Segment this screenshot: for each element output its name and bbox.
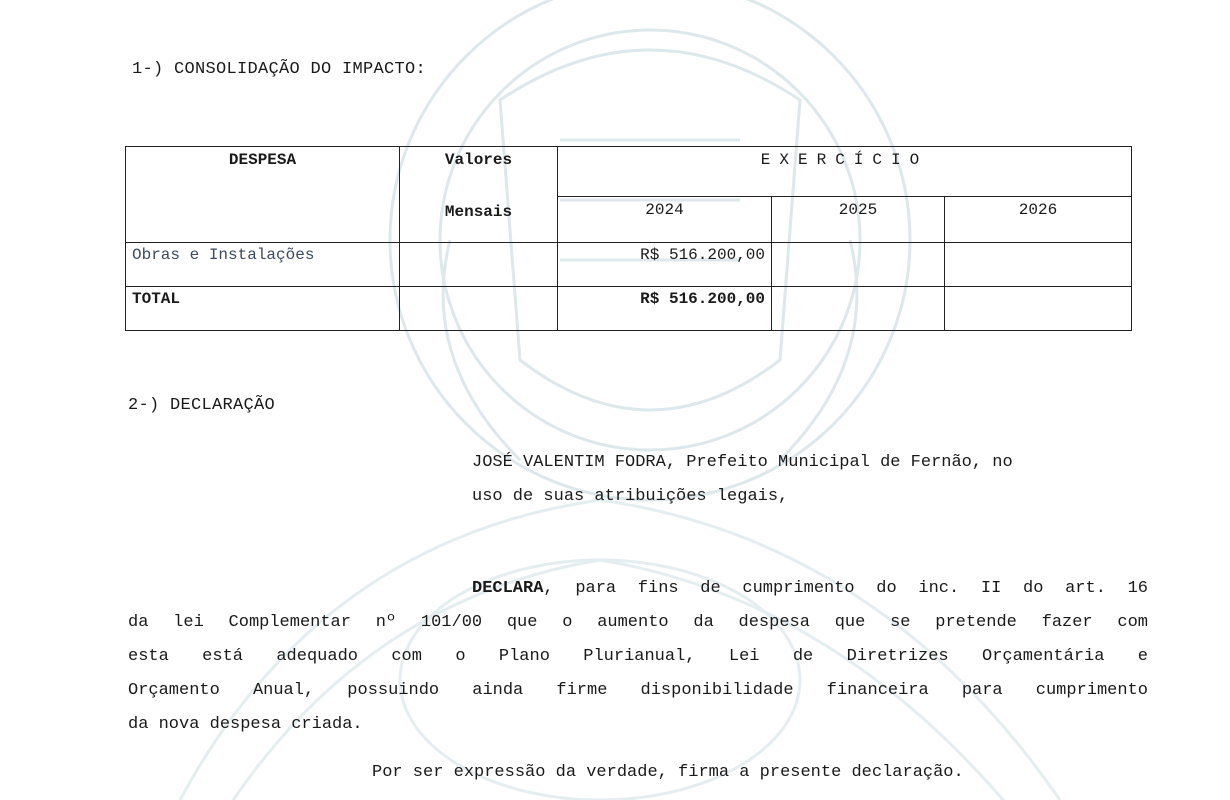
impact-table bbox=[125, 146, 1132, 331]
declaration-body-line: Orçamento Anual, possuindo ainda firme disponibilidade financeira para cumprimento bbox=[128, 681, 1148, 700]
header-despesa: DESPESA bbox=[126, 147, 400, 243]
table-row bbox=[126, 243, 1132, 287]
row-label: Obras e Instalações bbox=[126, 243, 400, 287]
table-header-row bbox=[126, 147, 1132, 197]
section-title-declaracao: 2-) DECLARAÇÃO bbox=[128, 396, 276, 415]
header-year-2024: 2024 bbox=[558, 197, 772, 243]
declaration-body-text: , para fins de cumprimento do inc. II do art. 16 bbox=[543, 579, 1148, 598]
total-value-2024: R$ 516.200,00 bbox=[558, 287, 772, 331]
total-value-2025 bbox=[772, 287, 945, 331]
header-valores: Valores bbox=[400, 147, 558, 197]
row-value-2026 bbox=[945, 243, 1132, 287]
table-row-total bbox=[126, 287, 1132, 331]
section-title-impacto: 1-) CONSOLIDAÇÃO DO IMPACTO: bbox=[132, 60, 427, 79]
declaration-body-line bbox=[472, 572, 1148, 606]
total-label: TOTAL bbox=[126, 287, 400, 331]
declaration-intro-line: uso de suas atribuições legais, bbox=[472, 487, 789, 506]
declaration-intro-line: JOSÉ VALENTIM FODRA, Prefeito Municipal de Fernão, no bbox=[472, 453, 1013, 472]
total-mensais bbox=[400, 287, 558, 331]
declaration-body-line: da lei Complementar nº 101/00 que o aumento da despesa que se pretende fazer com bbox=[128, 613, 1148, 632]
row-value-2024: R$ 516.200,00 bbox=[558, 243, 772, 287]
row-mensais bbox=[400, 243, 558, 287]
row-value-2025 bbox=[772, 243, 945, 287]
header-exercicio: EXERCÍCIO bbox=[558, 147, 1132, 197]
header-year-2026: 2026 bbox=[945, 197, 1132, 243]
total-value-2026 bbox=[945, 287, 1132, 331]
declaration-body-line: da nova despesa criada. bbox=[128, 715, 363, 734]
declaration-body-line: esta está adequado com o Plano Plurianual, Lei de Diretrizes Orçamentária e bbox=[128, 647, 1148, 666]
header-year-2025: 2025 bbox=[772, 197, 945, 243]
declara-word: DECLARA bbox=[472, 579, 544, 598]
declaration-closing: Por ser expressão da verdade, firma a presente declaração. bbox=[372, 763, 964, 782]
header-mensais: Mensais bbox=[400, 197, 558, 243]
